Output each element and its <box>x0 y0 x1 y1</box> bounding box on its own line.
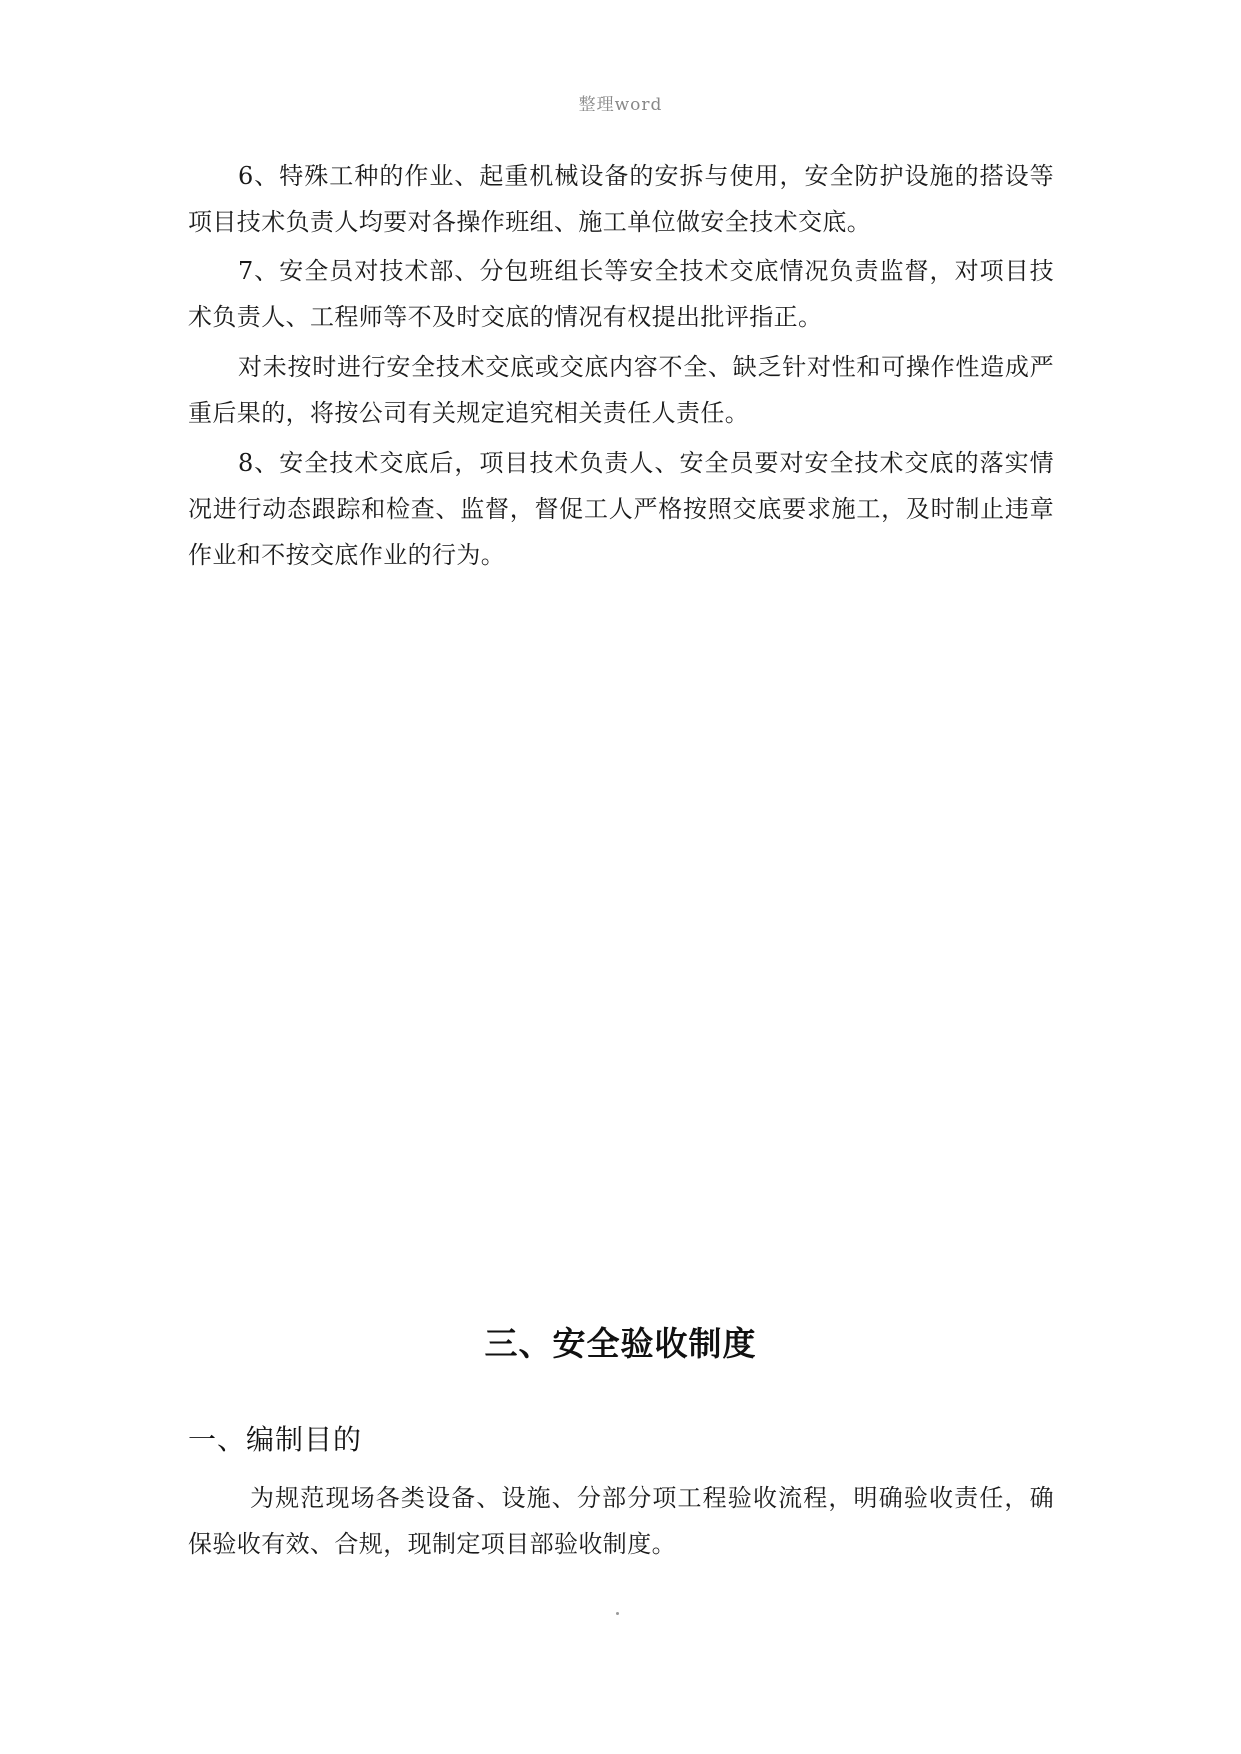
header-watermark: 整理word <box>578 95 663 115</box>
section-body-paragraph: 为规范现场各类设备、设施、分部分项工程验收流程，明确验收责任，确保验收有效、合规，现制定项目部验收制度。 <box>188 1484 1054 1558</box>
section-title: 三、安全验收制度 <box>484 1324 757 1363</box>
paragraph-item-7: 7、安全员对技术部、分包班组长等安全技术交底情况负责监督，对项目技术负责人、工程师等不及时交底的情况有权提出批评指正。 <box>188 257 1054 331</box>
paragraph-item-6: 6、特殊工种的作业、起重机械设备的安拆与使用，安全防护设施的搭设等项目技术负责人均要对各操作班组、施工单位做安全技术交底。 <box>188 162 1054 236</box>
footer-dot <box>616 1612 619 1615</box>
paragraph-item-8: 8、安全技术交底后，项目技术负责人、安全员要对安全技术交底的落实情况进行动态跟踪和检查、监督，督促工人严格按照交底要求施工，及时制止违章作业和不按交底作业的行为。 <box>188 449 1054 569</box>
sub-heading: 一、编制目的 <box>188 1423 363 1456</box>
paragraph-consequence: 对未按时进行安全技术交底或交底内容不全、缺乏针对性和可操作性造成严重后果的，将按公司有关规定追究相关责任人责任。 <box>188 353 1054 427</box>
